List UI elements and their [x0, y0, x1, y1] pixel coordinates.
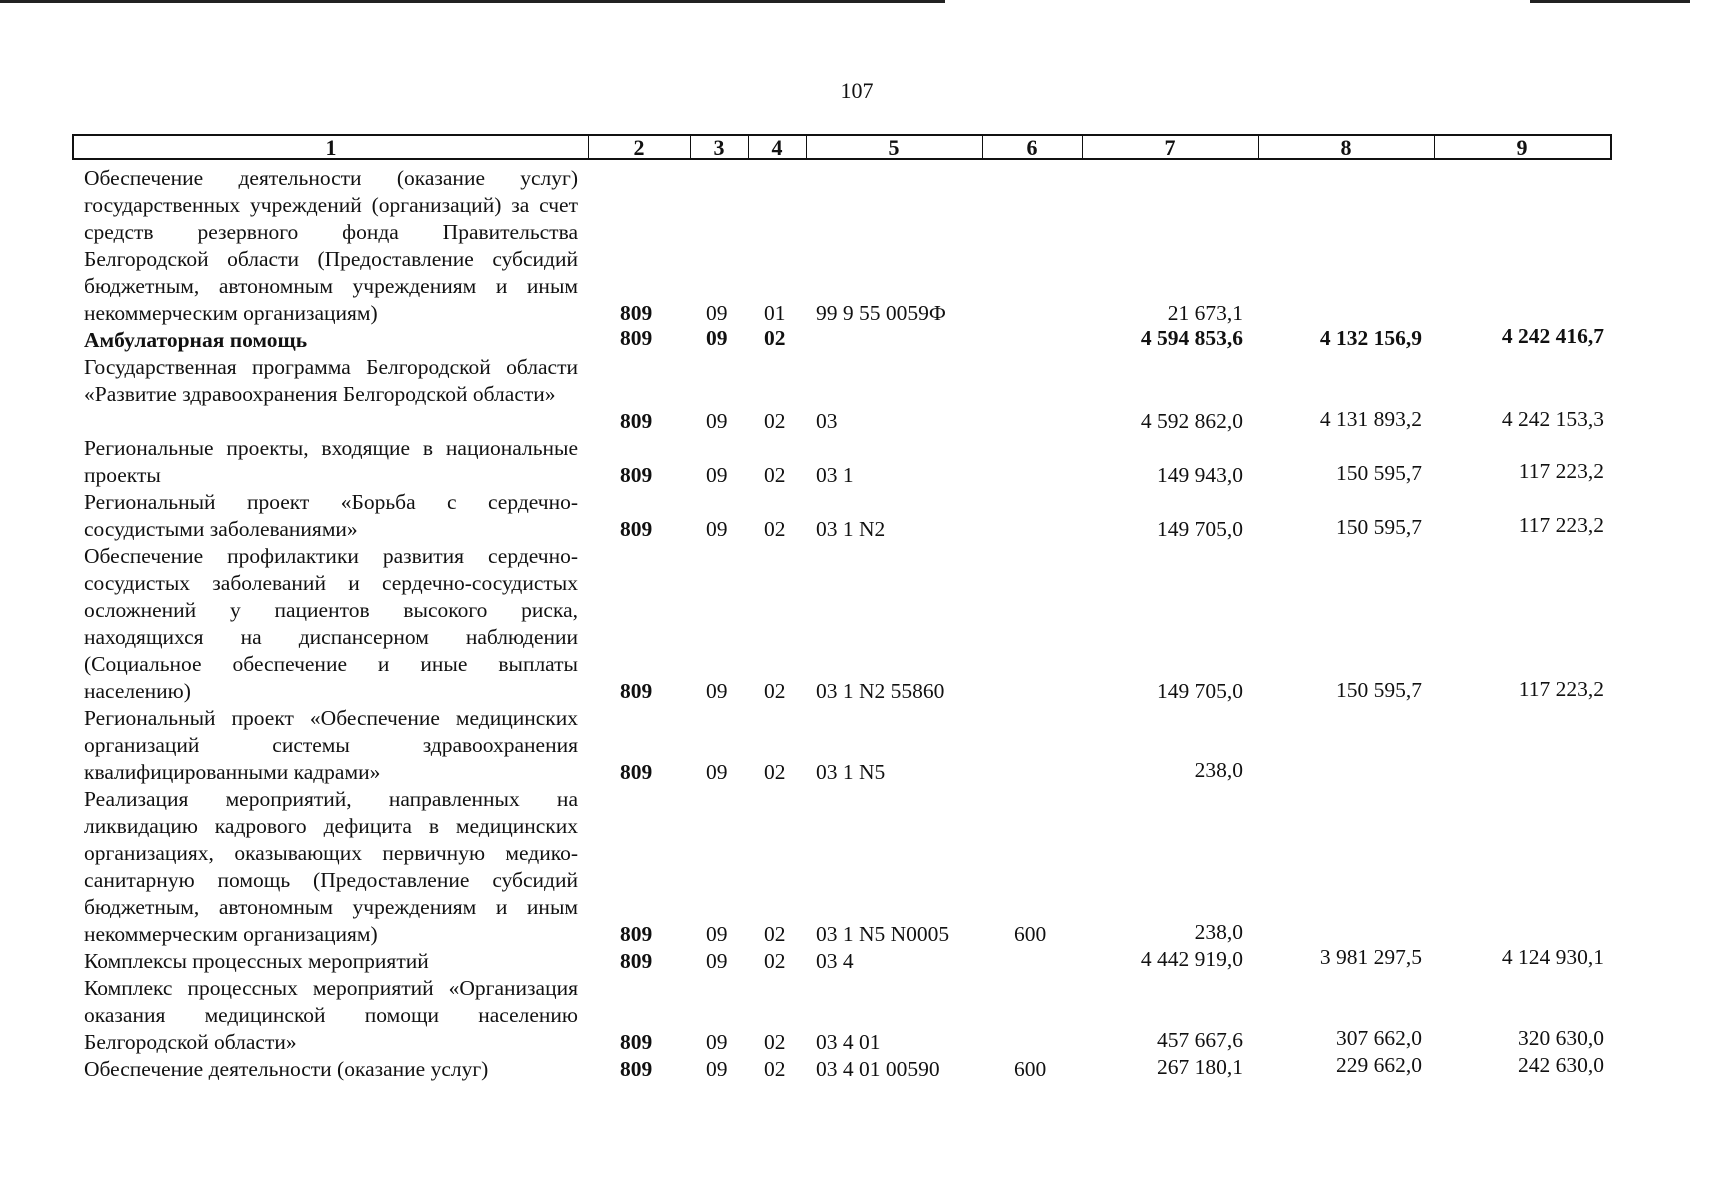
- cell-admin-code: 809: [620, 517, 653, 541]
- cell-target-article: 03 1 N5: [816, 760, 886, 784]
- cell-section: 09: [706, 301, 728, 325]
- cell-amount-1: 149 943,0: [1157, 463, 1243, 487]
- cell-section: 09: [706, 922, 728, 946]
- scan-edge-line: [0, 0, 945, 3]
- cell-subsection: 02: [764, 409, 786, 433]
- header-col-4: 4: [771, 135, 783, 160]
- row-description: Амбулаторная помощь: [84, 328, 308, 352]
- header-col-5: 5: [888, 135, 900, 160]
- cell-target-article: 03 4 01: [816, 1030, 881, 1054]
- cell-admin-code: 809: [620, 463, 653, 487]
- cell-subsection: 02: [764, 517, 786, 541]
- cell-amount-3: 117 223,2: [1518, 459, 1604, 483]
- cell-section: 09: [706, 409, 728, 433]
- cell-admin-code: 809: [620, 409, 653, 433]
- cell-target-article: 99 9 55 0059Ф: [816, 301, 946, 325]
- header-col-3: 3: [713, 135, 725, 160]
- row-description: Комплексы процессных мероприятий: [84, 949, 429, 973]
- row-description: Региональные проекты, входящие в национальные проекты: [84, 436, 578, 487]
- row-description: Комплекс процессных мероприятий «Организация оказания медицинской помощи населению Белгородской области»: [84, 976, 578, 1054]
- cell-admin-code: 809: [620, 922, 653, 946]
- header-col-8: 8: [1340, 135, 1352, 160]
- cell-subsection: 02: [764, 1030, 786, 1054]
- row-description: Обеспечение деятельности (оказание услуг): [84, 1057, 489, 1081]
- cell-amount-1: 4 592 862,0: [1140, 409, 1243, 433]
- cell-section: 09: [706, 463, 728, 487]
- cell-subsection: 02: [764, 760, 786, 784]
- cell-amount-3: 242 630,0: [1518, 1053, 1604, 1077]
- row-description: Региональный проект «Борьба с сердечно-сосудистыми заболеваниями»: [84, 490, 578, 541]
- row-description: Обеспечение деятельности (оказание услуг) государственных учреждений (организаций) за счет средств резервного фонда Правительства Белгородской области (Предоставление субсидий бюджетным, автономным учреждениям и иным некоммерческим организациям): [84, 166, 578, 325]
- cell-amount-1: 457 667,6: [1157, 1028, 1243, 1052]
- cell-amount-3: 4 124 930,1: [1501, 945, 1604, 969]
- cell-target-article: 03 1 N5 N0005: [816, 922, 950, 946]
- cell-expense-type: 600: [1014, 1057, 1047, 1081]
- page-number: 107: [840, 78, 874, 103]
- cell-subsection: 02: [764, 463, 786, 487]
- row-description: Региональный проект «Обеспечение медицинских организаций системы здравоохранения квалифицированными кадрами»: [84, 706, 578, 784]
- cell-expense-type: 600: [1014, 922, 1047, 946]
- cell-amount-1: 149 705,0: [1157, 517, 1243, 541]
- table-header: [72, 134, 1612, 160]
- header-col-6: 6: [1026, 135, 1038, 160]
- cell-subsection: 02: [764, 922, 786, 946]
- header-col-7: 7: [1164, 135, 1176, 160]
- cell-section: 09: [706, 326, 728, 350]
- cell-subsection: 02: [764, 1057, 786, 1081]
- cell-amount-1: 238,0: [1194, 920, 1243, 944]
- cell-amount-1: 4 594 853,6: [1140, 326, 1243, 350]
- cell-amount-2: 150 595,7: [1336, 515, 1422, 539]
- scan-edge-line: [1530, 0, 1690, 3]
- cell-section: 09: [706, 1030, 728, 1054]
- cell-admin-code: 809: [620, 326, 653, 350]
- row-description: Реализация мероприятий, направленных на ликвидацию кадрового дефицита в медицинских организациях, оказывающих первичную медико-санитарную помощь (Предоставление субсидий бюджетным, автономным учреждениям и иным некоммерческим организациям): [84, 787, 578, 946]
- cell-admin-code: 809: [620, 301, 653, 325]
- cell-amount-1: 21 673,1: [1167, 301, 1243, 325]
- header-col-1: 1: [325, 135, 337, 160]
- cell-admin-code: 809: [620, 949, 653, 973]
- header-col-2: 2: [633, 135, 645, 160]
- cell-amount-3: 4 242 416,7: [1501, 324, 1604, 348]
- cell-subsection: 02: [764, 679, 786, 703]
- cell-target-article: 03 4: [816, 949, 854, 973]
- cell-amount-2: 4 131 893,2: [1319, 407, 1422, 431]
- cell-subsection: 01: [764, 301, 786, 325]
- cell-subsection: 02: [764, 949, 786, 973]
- row-description: Государственная программа Белгородской области «Развитие здравоохранения Белгородской области»: [84, 355, 578, 406]
- cell-section: 09: [706, 517, 728, 541]
- cell-section: 09: [706, 760, 728, 784]
- cell-amount-3: 117 223,2: [1518, 677, 1604, 701]
- cell-amount-2: 150 595,7: [1336, 461, 1422, 485]
- cell-target-article: 03 1: [816, 463, 854, 487]
- cell-amount-2: 229 662,0: [1336, 1053, 1422, 1077]
- cell-amount-2: 3 981 297,5: [1319, 945, 1422, 969]
- cell-amount-3: 117 223,2: [1518, 513, 1604, 537]
- cell-admin-code: 809: [620, 1057, 653, 1081]
- cell-amount-2: 307 662,0: [1336, 1026, 1422, 1050]
- cell-admin-code: 809: [620, 1030, 653, 1054]
- cell-amount-1: 267 180,1: [1157, 1055, 1243, 1079]
- cell-admin-code: 809: [620, 679, 653, 703]
- cell-target-article: 03 4 01 00590: [816, 1057, 940, 1081]
- header-col-9: 9: [1516, 135, 1528, 160]
- cell-target-article: 03 1 N2: [816, 517, 886, 541]
- cell-amount-3: 4 242 153,3: [1501, 407, 1604, 431]
- cell-admin-code: 809: [620, 760, 653, 784]
- cell-amount-1: 149 705,0: [1157, 679, 1243, 703]
- cell-amount-2: 4 132 156,9: [1319, 326, 1422, 350]
- cell-target-article: 03: [816, 409, 838, 433]
- cell-section: 09: [706, 1057, 728, 1081]
- cell-section: 09: [706, 949, 728, 973]
- cell-amount-1: 4 442 919,0: [1140, 947, 1243, 971]
- cell-target-article: 03 1 N2 55860: [816, 679, 945, 703]
- cell-amount-3: 320 630,0: [1518, 1026, 1604, 1050]
- cell-subsection: 02: [764, 326, 786, 350]
- cell-section: 09: [706, 679, 728, 703]
- cell-amount-2: 150 595,7: [1336, 678, 1422, 702]
- cell-amount-1: 238,0: [1194, 758, 1243, 782]
- row-description: Обеспечение профилактики развития сердечно-сосудистых заболеваний и сердечно-сосудистых осложнений у пациентов высокого риска, находящихся на диспансерном наблюдении (Социальное обеспечение и иные выплаты населению): [84, 544, 578, 703]
